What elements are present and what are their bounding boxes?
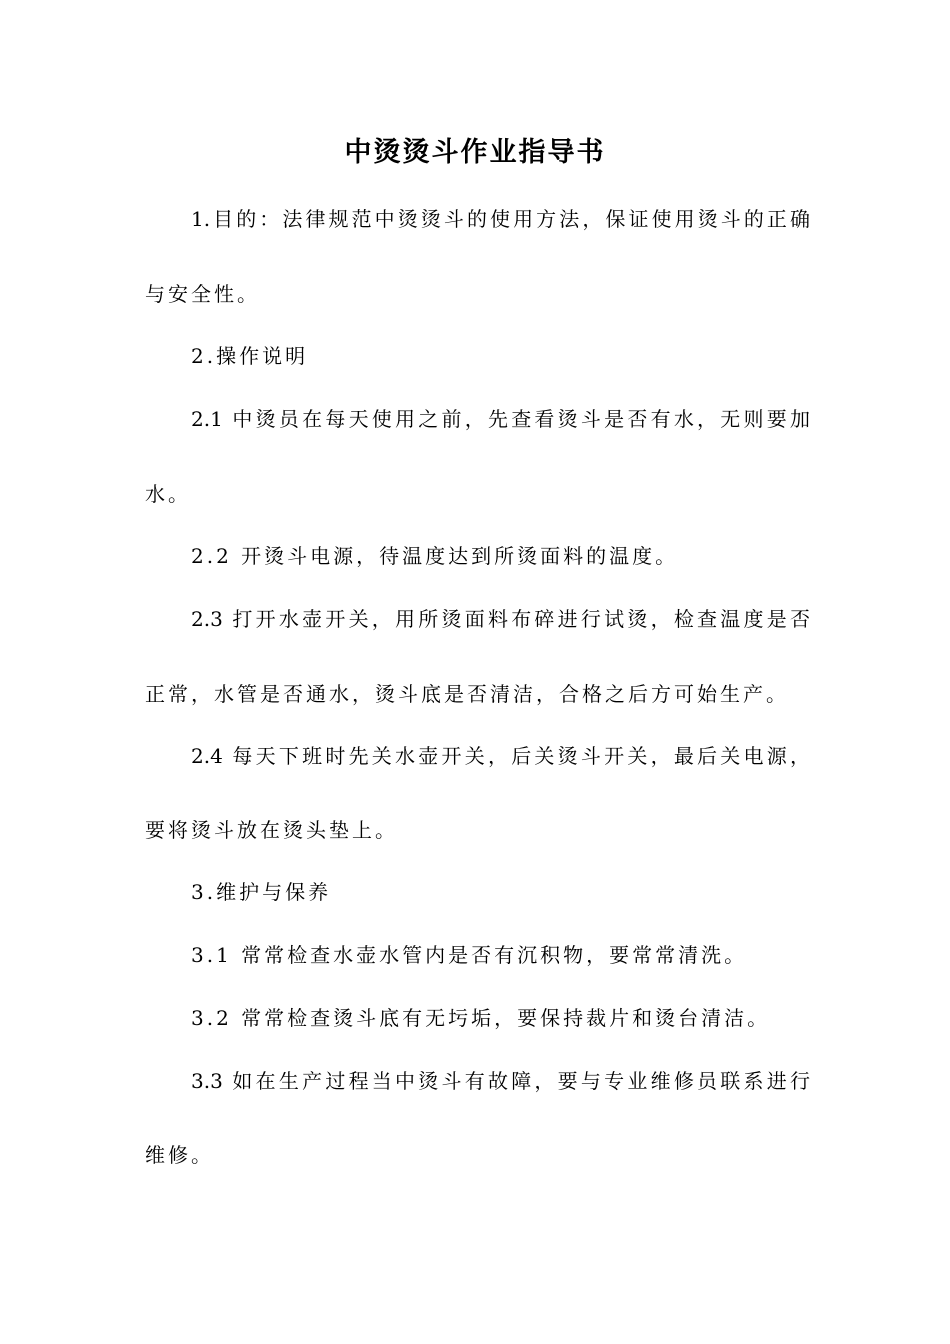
section-heading: 2.操作说明 [191, 344, 309, 368]
paragraph-line: 2.1 中烫员在每天使用之前，先查看烫斗是否有水，无则要加 [191, 407, 810, 431]
page-title: 中烫烫斗作业指导书 [344, 137, 606, 168]
paragraph-line: 2.4 每天下班时先关水壶开关，后关烫斗开关，最后关电源， [191, 744, 810, 768]
paragraph-line: 2.2 开烫斗电源，待温度达到所烫面料的温度。 [191, 544, 679, 568]
paragraph-line: 维修。 [145, 1143, 214, 1167]
paragraph-line: 3.3 如在生产过程当中烫斗有故障，要与专业维修员联系进行 [191, 1069, 810, 1093]
paragraph-line: 1.目的：法律规范中烫烫斗的使用方法，保证使用烫斗的正确 [191, 207, 810, 231]
paragraph-line: 2.3 打开水壶开关，用所烫面料布碎进行试烫，检查温度是否 [191, 607, 810, 631]
section-heading: 3.维护与保养 [191, 880, 332, 904]
paragraph-line: 3.2 常常检查烫斗底有无圬垢，要保持裁片和烫台清洁。 [191, 1006, 771, 1030]
paragraph-line: 水。 [145, 482, 191, 506]
paragraph-line: 与安全性。 [145, 282, 260, 306]
paragraph-line: 正常，水管是否通水，烫斗底是否清洁，合格之后方可始生产。 [145, 682, 789, 706]
paragraph-line: 3.1 常常检查水壶水管内是否有沉积物，要常常清洗。 [191, 943, 748, 967]
paragraph-line: 要将烫斗放在烫头垫上。 [145, 818, 398, 842]
